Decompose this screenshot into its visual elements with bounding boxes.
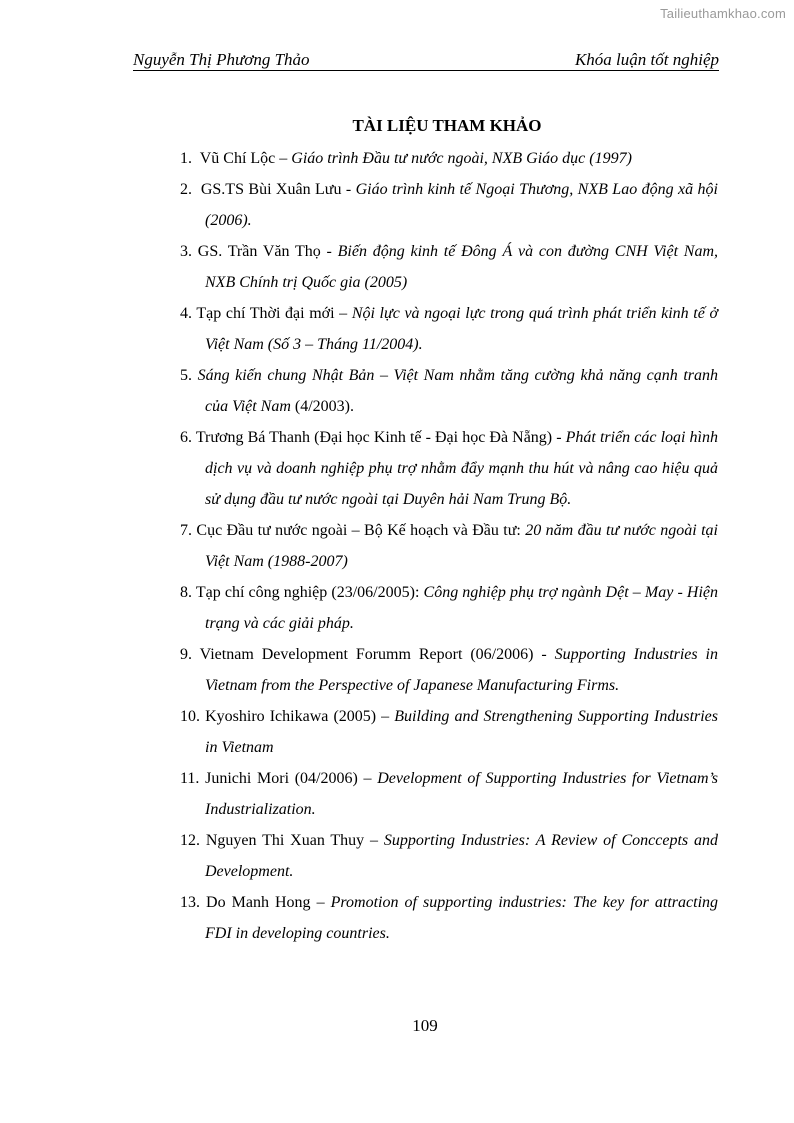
- reference-number: 8.: [180, 584, 192, 601]
- reference-number: 13.: [180, 894, 200, 911]
- reference-item: [180, 174, 718, 236]
- reference-item: [180, 360, 718, 422]
- reference-number: 4.: [180, 305, 192, 322]
- reference-item: [180, 515, 718, 577]
- reference-item: [180, 422, 718, 515]
- reference-author: Nguyen Thi Xuan Thuy –: [205, 832, 384, 849]
- reference-title: Biến động kinh tế Đông Á và con đường CNH Việt Nam, NXB Chính trị Quốc gia (2005): [205, 243, 719, 291]
- reference-title: Công nghiệp phụ trợ ngành Dệt – May - Hiện trạng và các giải pháp.: [205, 584, 719, 632]
- reference-item: [180, 701, 718, 763]
- reference-item: [180, 763, 718, 825]
- reference-list: [180, 143, 718, 949]
- reference-author: Cục Đầu tư nước ngoài – Bộ Kế hoạch và Đầu tư:: [196, 522, 526, 539]
- reference-title: Giáo trình Đầu tư nước ngoài, NXB Giáo dục (1997): [291, 150, 632, 167]
- reference-title: Building and Strengthening Supporting Industries in Vietnam: [205, 708, 719, 756]
- reference-title: Nội lực và ngoại lực trong quá trình phát triển kinh tế ở Việt Nam (Số 3 – Tháng 11/2004).: [205, 305, 719, 353]
- reference-author: Vũ Chí Lộc –: [199, 150, 292, 167]
- reference-item: [180, 825, 718, 887]
- reference-title: Supporting Industries: A Review of Conccepts and Development.: [205, 832, 719, 880]
- reference-author: Trương Bá Thanh (Đại học Kinh tế - Đại học Đà Nẵng) -: [195, 429, 566, 446]
- reference-author: GS. Trần Văn Thọ -: [197, 243, 338, 260]
- reference-number: 10.: [180, 708, 200, 725]
- reference-item: [180, 236, 718, 298]
- reference-number: 11.: [180, 770, 200, 787]
- reference-number: 6.: [180, 429, 192, 446]
- reference-number: 3.: [180, 243, 192, 260]
- reference-number: 12.: [180, 832, 200, 849]
- reference-tail: (4/2003).: [290, 398, 355, 415]
- reference-author: Do Manh Hong –: [206, 894, 331, 911]
- reference-number: 7.: [180, 522, 192, 539]
- document-type: Khóa luận tốt nghiệp: [574, 50, 719, 69]
- reference-number: 9.: [180, 646, 192, 663]
- reference-item: [180, 143, 718, 174]
- reference-author: Tạp chí công nghiệp (23/06/2005):: [195, 584, 424, 601]
- reference-number: 2.: [180, 181, 192, 198]
- reference-author: Junichi Mori (04/2006) –: [205, 770, 378, 787]
- page-title: TÀI LIỆU THAM KHẢO: [352, 116, 542, 135]
- watermark: Tailieuthamkhao.com: [660, 6, 786, 21]
- reference-author: Kyoshiro Ichikawa (2005) –: [205, 708, 395, 725]
- reference-number: 1.: [180, 150, 192, 167]
- reference-author: Vietnam Development Forumm Report (06/2006) -: [199, 646, 555, 663]
- reference-item: [180, 298, 718, 360]
- reference-title: Development of Supporting Industries for Vietnam’s Industrialization.: [205, 770, 718, 818]
- reference-title: 20 năm đầu tư nước ngoài tại Việt Nam (1988-2007): [205, 522, 718, 570]
- author-name: Nguyễn Thị Phương Thảo: [133, 50, 310, 69]
- reference-title: Promotion of supporting industries: The key for attracting FDI in developing countries.: [205, 894, 719, 942]
- page-header: [133, 50, 719, 71]
- reference-number: 5.: [180, 367, 192, 384]
- page-number: 109: [412, 1016, 438, 1035]
- reference-item: [180, 639, 718, 701]
- reference-title: Giáo trình kinh tế Ngoại Thương, NXB Lao động xã hội (2006).: [205, 181, 718, 229]
- reference-author: Tạp chí Thời đại mới –: [196, 305, 352, 322]
- reference-author: GS.TS Bùi Xuân Lưu -: [200, 181, 356, 198]
- reference-title: Sáng kiến chung Nhật Bản – Việt Nam nhằm tăng cường khả năng cạnh tranh của Việt Nam: [197, 367, 719, 415]
- reference-title: Supporting Industries in Vietnam from the Perspective of Japanese Manufacturing Firms.: [205, 646, 718, 694]
- reference-title: Phát triển các loại hình dịch vụ và doanh nghiệp phụ trợ nhằm đẩy mạnh thu hút và nâng cao hiệu quả sử dụng đầu tư nước ngoài tại Duyên hải Nam Trung Bộ.: [205, 429, 718, 508]
- reference-item: [180, 887, 718, 949]
- reference-item: [180, 577, 718, 639]
